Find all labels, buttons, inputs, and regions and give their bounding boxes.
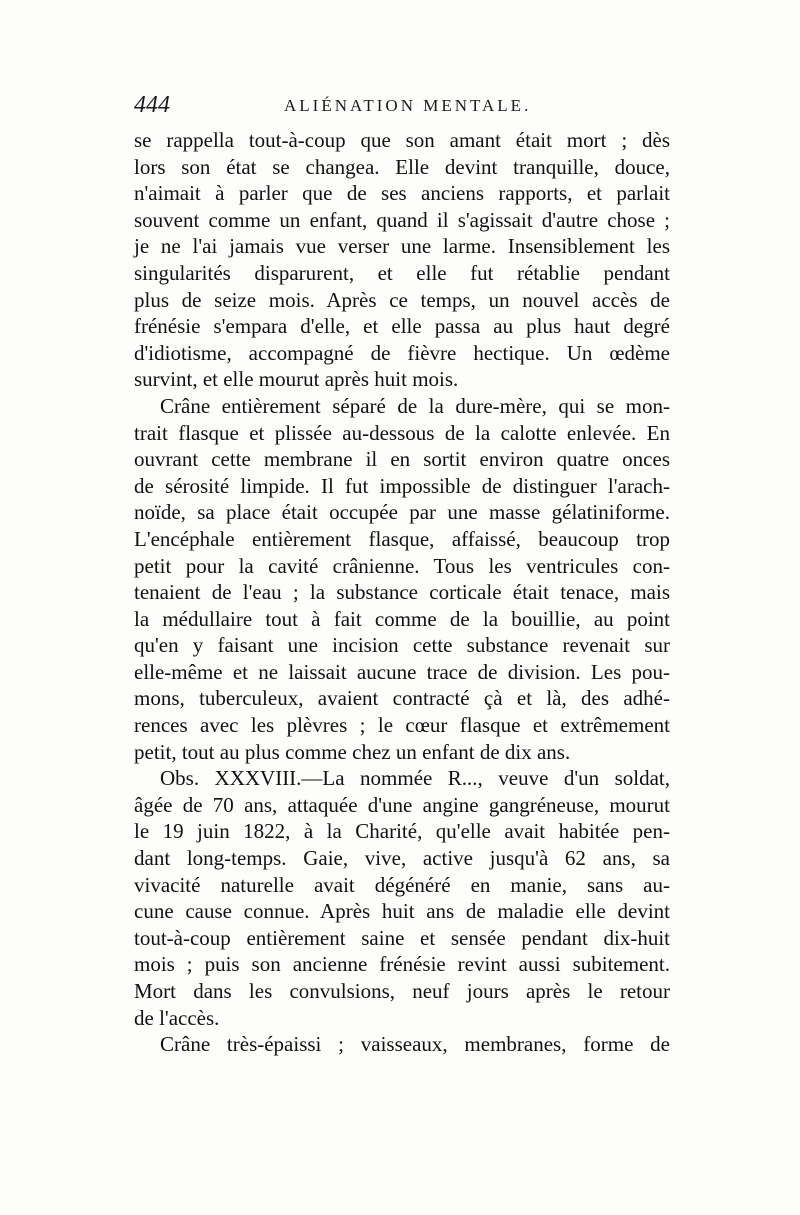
text-line: n'aimait à parler que de ses anciens rapports, et parlait	[134, 181, 670, 206]
text-line: plus de seize mois. Après ce temps, un nouvel accès de	[134, 287, 670, 312]
text-line: de l'accès.	[134, 1005, 220, 1030]
page-header	[134, 92, 674, 122]
text-line: trait flasque et plissée au-dessous de la calotte enlevée. En	[134, 420, 670, 445]
text-line: petit, tout au plus comme chez un enfant de dix ans.	[134, 739, 571, 764]
text-line: frénésie s'empara d'elle, et elle passa au plus haut degré	[134, 314, 670, 339]
text-line: ouvrant cette membrane il en sortit environ quatre onces	[134, 447, 670, 472]
text-line: je ne l'ai jamais vue verser une larme. Insensiblement les	[134, 234, 670, 259]
text-line: L'encéphale entièrement flasque, affaissé, beaucoup trop	[134, 526, 670, 551]
text-line: d'idiotisme, accompagné de fièvre hectique. Un œdème	[134, 340, 670, 365]
text-line: lors son état se changea. Elle devint tranquille, douce,	[134, 154, 670, 179]
text-line: Obs. XXXVIII.—La nommée R..., veuve d'un soldat,	[160, 766, 670, 791]
text-line: survint, et elle mourut après huit mois.	[134, 367, 459, 392]
text-line: mois ; puis son ancienne frénésie revint aussi subitement.	[134, 952, 670, 977]
text-line: dant long-temps. Gaie, vive, active jusqu'à 62 ans, sa	[134, 846, 670, 871]
text-line: Mort dans les convulsions, neuf jours après le retour	[134, 979, 670, 1003]
text-line: rences avec les plèvres ; le cœur flasque et extrêmement	[134, 713, 670, 738]
text-line: elle-même et ne laissait aucune trace de division. Les pou-	[134, 659, 670, 684]
text-line: le 19 juin 1822, à la Charité, qu'elle avait habitée pen-	[134, 819, 670, 844]
text-line: qu'en y faisant une incision cette substance revenait sur	[134, 633, 670, 658]
text-line: se rappella tout-à-coup que son amant était mort ; dès	[134, 128, 670, 152]
page-number: 444	[134, 92, 170, 118]
text-line: de sérosité limpide. Il fut impossible de distinguer l'arach-	[134, 473, 670, 498]
text-line: noïde, sa place était occupée par une masse gélatiniforme.	[134, 500, 670, 525]
text-line: âgée de 70 ans, attaquée d'une angine gangréneuse, mourut	[134, 792, 670, 817]
text-line: petit pour la cavité crânienne. Tous les ventricules con-	[134, 553, 670, 578]
text-line: cune cause connue. Après huit ans de maladie elle devint	[134, 899, 670, 924]
text-line: tenaient de l'eau ; la substance corticale était tenace, mais	[134, 580, 670, 605]
text-line: Crâne très-épaissi ; vaisseaux, membranes, forme de	[160, 1032, 670, 1057]
text-line: mons, tuberculeux, avaient contracté çà et là, des adhé-	[134, 686, 670, 711]
text-line: tout-à-coup entièrement saine et sensée pendant dix-huit	[134, 925, 670, 950]
body-text	[134, 127, 670, 1058]
running-title: ALIÉNATION MENTALE.	[284, 96, 532, 115]
text-line: singularités disparurent, et elle fut rétablie pendant	[134, 260, 670, 285]
text-line: la médullaire tout à fait comme de la bouillie, au point	[134, 606, 670, 631]
text-line: souvent comme un enfant, quand il s'agissait d'autre chose ;	[134, 207, 670, 232]
text-line: Crâne entièrement séparé de la dure-mère, qui se mon-	[160, 393, 670, 418]
text-line: vivacité naturelle avait dégénéré en manie, sans au-	[134, 872, 670, 897]
